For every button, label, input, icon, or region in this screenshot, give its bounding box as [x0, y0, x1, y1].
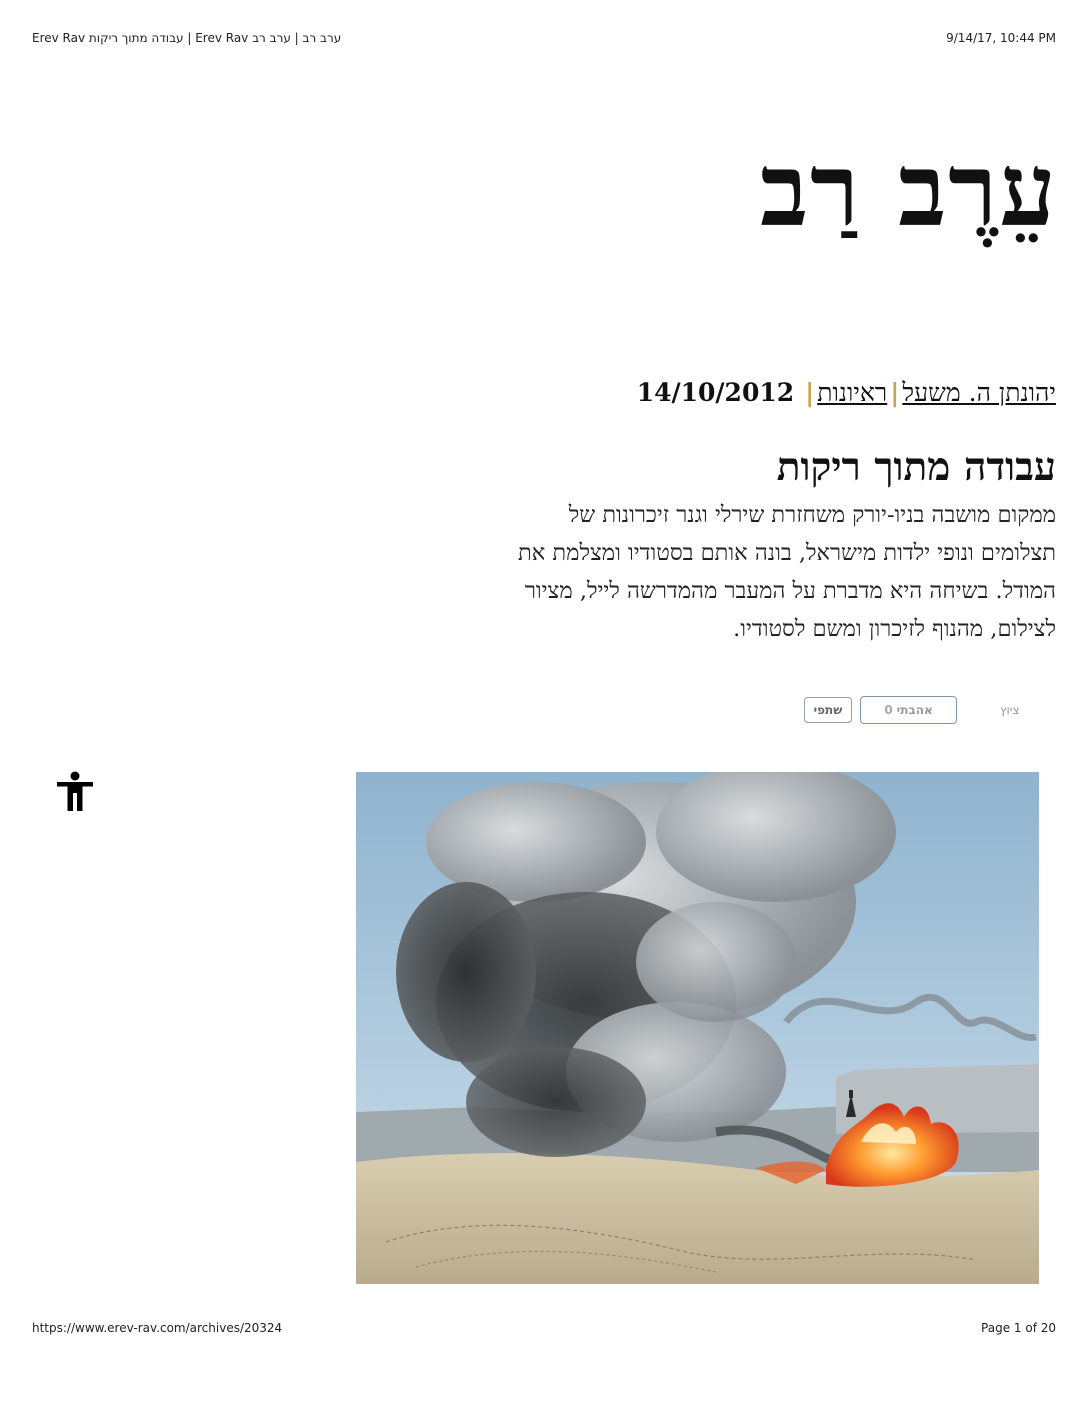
- meta-separator: |: [805, 378, 815, 407]
- article-meta: [637, 378, 1056, 408]
- article-lead: [356, 496, 1056, 648]
- meta-separator: |: [890, 378, 900, 407]
- print-footer: [32, 1321, 1056, 1337]
- print-timestamp: 9/14/17, 10:44 PM: [946, 31, 1056, 45]
- lead-line: ממקום מושבה בניו-יורק משחזרת שירלי וגנר זיכרונות של: [568, 502, 1056, 528]
- lead-line: לצילום, מהנוף לזיכרון ומשם לסטודיו.: [733, 616, 1056, 642]
- print-page-title: Erev Rav עבודה מתוך ריקות | Erev Rav ערב רב | ערב רב: [32, 31, 342, 45]
- category-link[interactable]: ראיונות: [817, 378, 888, 407]
- like-count: 0: [884, 703, 893, 717]
- print-page-number: Page 1 of 20: [981, 1321, 1056, 1335]
- lead-line: המודל. בשיחה היא מדברת על המעבר מהמדרשה לייל, מציור: [524, 578, 1056, 604]
- site-logo[interactable]: עֵרֶב רַב: [759, 131, 1058, 249]
- print-header: [32, 31, 1056, 47]
- tweet-link[interactable]: ציוץ: [1000, 703, 1020, 717]
- share-button[interactable]: שתפי: [804, 697, 852, 723]
- lead-line: תצלומים ונופי ילדות מישראל, בונה אותם בסטודיו ומצלמת את: [518, 540, 1056, 566]
- article-date: 14/10/2012: [636, 378, 795, 407]
- accessibility-person-icon[interactable]: [57, 771, 93, 811]
- like-button[interactable]: [860, 696, 957, 724]
- author-link[interactable]: יהונתן ה. משעל: [902, 378, 1056, 407]
- print-url: https://www.erev-rav.com/archives/20324: [32, 1321, 283, 1335]
- social-buttons: [0, 696, 1088, 726]
- article-hero-image: [356, 772, 1039, 1284]
- like-label: אהבתי: [896, 703, 933, 717]
- article-title: עבודה מתוך ריקות: [776, 444, 1056, 490]
